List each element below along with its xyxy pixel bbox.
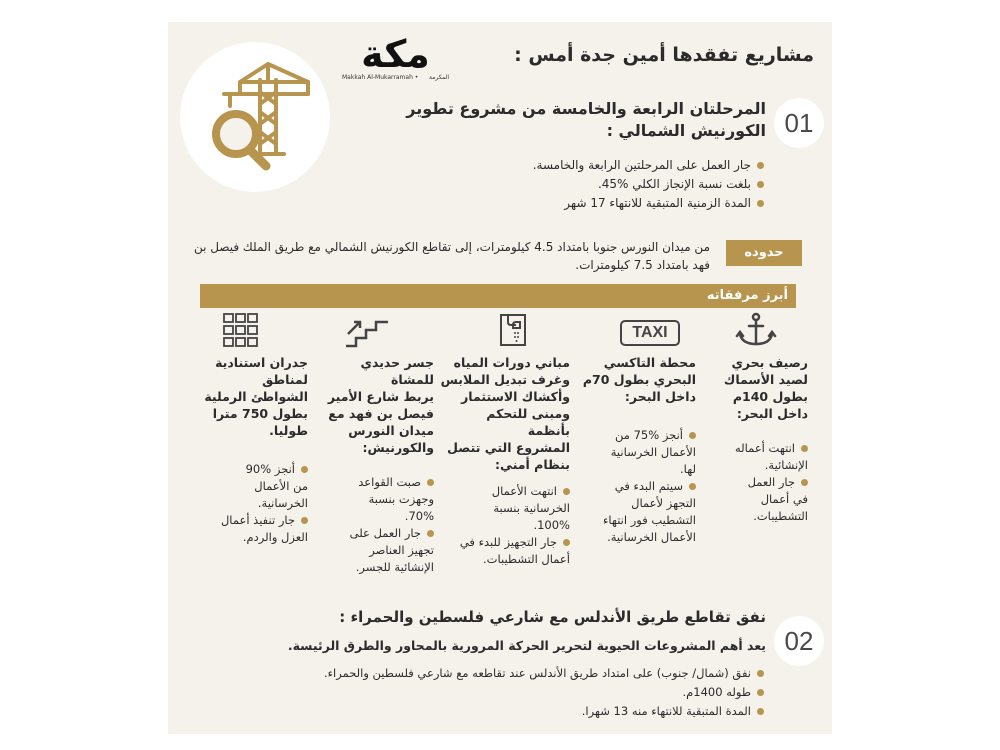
bullet-icon (427, 479, 434, 486)
logo (338, 34, 453, 86)
facility-column (192, 354, 308, 546)
project1-bullets (533, 156, 764, 213)
list-item: أنجز %90 من الأعمال الخرسانية. (245, 462, 308, 510)
crane-search-icon (180, 42, 330, 192)
facility-title: جدران استنادية لمناطق الشواطئ الرملية بطول 750 مترا طوليا. (204, 355, 308, 438)
project2-bullets (324, 664, 764, 721)
stairs-icon (344, 314, 390, 348)
facility-column (700, 354, 808, 525)
logo-wordmark: مكة (361, 32, 430, 76)
list-item: نفق (شمال/ جنوب) على امتداد طريق الأندلس عند تقاطعه مع شارعي فلسطين والحمراء. (324, 664, 764, 683)
facility-bullets (576, 427, 696, 546)
bullet-icon (757, 181, 764, 188)
boundary-label: حدوده (726, 240, 802, 266)
facility-bullets (192, 461, 308, 546)
bullet-icon (757, 200, 764, 207)
list-item: سيتم البدء في التجهز لأعمال التشطيب فور انتهاء الأعمال الخرسانية. (602, 479, 696, 544)
list-item: جار العمل على المرحلتين الرابعة والخامسة. (533, 156, 764, 175)
facility-bullets (440, 483, 570, 568)
bullet-icon (563, 539, 570, 546)
facility-title: محطة التاكسي البحري بطول 70م داخل البحر: (582, 355, 696, 404)
bullet-icon (689, 432, 696, 439)
facility-column (576, 354, 696, 546)
facility-bullets (314, 474, 434, 576)
crane-circle (180, 42, 330, 192)
facilities-heading: أبرز مرفقاته (706, 288, 788, 303)
bullet-icon (757, 708, 764, 715)
bullet-icon (301, 517, 308, 524)
project2-number-badge (774, 616, 824, 666)
project2-subtitle: يعد أهم المشروعات الحيوية لتحرير الحركة المرورية بالمحاور والطرق الرئيسة. (287, 638, 766, 653)
boundary-text (190, 238, 710, 274)
taxi-icon: TAXI (620, 320, 680, 346)
list-item: بلغت نسبة الإنجاز الكلي %45. (533, 175, 764, 194)
project2-number: 02 (784, 626, 814, 656)
list-item: انتهت أعماله الإنشائية. (735, 441, 808, 472)
bullet-icon (427, 530, 434, 537)
list-item: انتهت الأعمال الخرسانية بنسبة 100%. (491, 484, 570, 532)
anchor-icon (734, 312, 778, 348)
infographic-panel (168, 22, 832, 734)
shower-icon (498, 312, 528, 348)
facility-column (314, 354, 434, 576)
list-item: جار العمل في أعمال التشطيبات. (747, 475, 808, 523)
list-item: المدة الزمنية المتبقية للانتهاء 17 شهر (533, 194, 764, 213)
list-item: جار التجهيز للبدء في أعمال التشطيبات. (459, 535, 570, 566)
facility-title: رصيف بحري لصيد الأسماك بطول 140م داخل البحر: (723, 355, 808, 421)
facilities-heading-bar (200, 284, 796, 308)
list-item: صبت القواعد وجهزت بنسبة 70%. (358, 475, 434, 523)
list-item: المدة المتبقية للانتهاء منه 13 شهرا. (324, 702, 764, 721)
bullet-icon (757, 670, 764, 677)
bullet-icon (689, 483, 696, 490)
bullet-icon (801, 479, 808, 486)
bullet-icon (301, 466, 308, 473)
project1-number: 01 (784, 108, 814, 138)
project1-title-line1: المرحلتان الرابعة والخامسة من مشروع تطوير (406, 99, 766, 118)
facility-bullets (700, 440, 808, 525)
bullet-icon (757, 689, 764, 696)
list-item: أنجز %75 من الأعمال الخرسانية لها. (610, 428, 696, 476)
facility-title: جسر حديدي للمشاة يربط شارع الأمير فيصل بن فهد مع ميدان النورس والكورنيش: (327, 355, 434, 455)
grid-wall-icon (222, 312, 260, 348)
bullet-icon (563, 488, 570, 495)
facility-column (440, 354, 570, 568)
project2-title: نفق تقاطع طريق الأندلس مع شارعي فلسطين والحمراء : (339, 608, 766, 626)
list-item: طوله 1400م. (324, 683, 764, 702)
logo-arabic-small: المكرمة (428, 74, 449, 81)
boundary-line1: من ميدان النورس جنوبا بامتداد 4.5 كيلومترات، إلى تقاطع الكورنيش الشمالي مع طريق الملك فيصل بن (193, 240, 710, 254)
project1-number-badge (774, 98, 824, 148)
page-title: مشاريع تفقدها أمين جدة أمس : (514, 44, 814, 66)
bullet-icon (757, 162, 764, 169)
list-item: جار تنفيذ أعمال العزل والردم. (220, 513, 308, 544)
list-item: جار العمل على تجهيز العناصر الإنشائية للجسر. (349, 526, 434, 574)
project1-title-line2: الكورنيش الشمالي : (606, 121, 766, 140)
boundary-line2: فهد بامتداد 7.5 كيلومترات. (575, 258, 710, 272)
project1-title (346, 98, 766, 142)
facility-title: مباني دورات المياه وغرف تبديل الملابس وأكشاك الاستثمار ومبنى للتحكم بأنظمة المشروع التي تتصل بنظام أمني: (440, 355, 570, 472)
bullet-icon (801, 445, 808, 452)
logo-latin: Makkah Al-Mukarramah • (342, 74, 419, 81)
